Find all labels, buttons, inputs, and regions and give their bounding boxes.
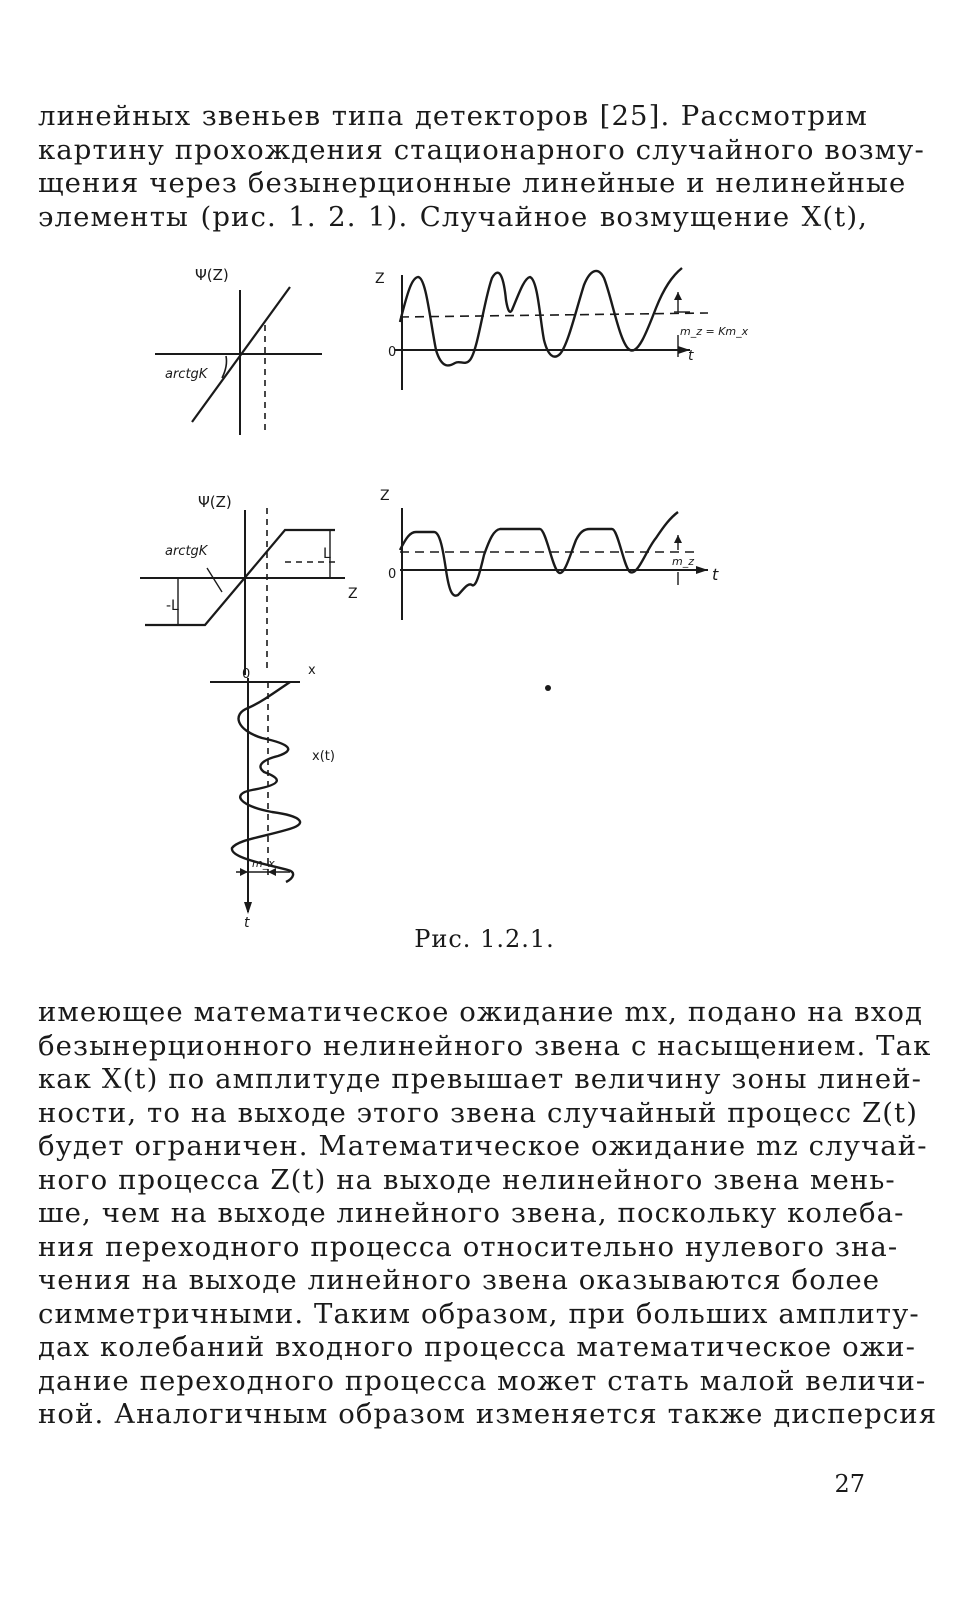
saturation-output-curve — [400, 512, 678, 596]
saturation-output-plot — [400, 508, 708, 620]
text-line: дание переходного процесса может стать малой величи- — [38, 1364, 927, 1397]
text-line: элементы (рис. 1. 2. 1). Случайное возмущение X(t), — [38, 200, 868, 233]
text-line: картину прохождения стационарного случайного возму- — [38, 133, 925, 166]
input-process-plot — [210, 678, 300, 912]
label-mz-eq: m_z = Km_x — [680, 325, 749, 338]
label-z-b: Z — [375, 271, 385, 287]
text-line: имеющее математическое ожидание mx, подано на вход — [38, 996, 924, 1028]
text-line: ной. Аналогичным образом изменяется также дисперсия — [38, 1398, 938, 1430]
linear-output-plot — [395, 268, 708, 390]
label-z-c: Z — [348, 586, 358, 602]
label-x-e: x — [308, 663, 316, 678]
page-number: 27 — [834, 1470, 865, 1498]
paragraph-bottom — [38, 996, 938, 1432]
stray-dot — [545, 685, 551, 691]
label-arctg-a: arctgK — [165, 367, 208, 382]
label-minus-L: -L — [166, 598, 179, 614]
mean-line-b — [400, 313, 708, 317]
label-arctg-c: arctgK — [165, 544, 208, 559]
text-line: будет ограничен. Математическое ожидание mz случай- — [38, 1130, 928, 1162]
text-line: симметричными. Таким образом, при больших амплиту- — [38, 1297, 920, 1330]
text-line: ше, чем на выходе линейного звена, поскольку колеба- — [38, 1197, 905, 1229]
label-mx-e: m_x — [252, 857, 275, 870]
label-z-d: Z — [380, 488, 390, 504]
label-t-d: t — [712, 565, 719, 584]
label-t-b: t — [688, 348, 694, 364]
label-L: L — [323, 546, 331, 562]
label-zero-d: 0 — [388, 567, 397, 582]
text-line: щения через безынерционные линейные и нелинейные — [38, 167, 907, 199]
text-line: как X(t) по амплитуде превышает величину зоны линей- — [38, 1063, 923, 1095]
figure-caption: Рис. 1.2.1. — [414, 925, 555, 953]
input-process-curve — [232, 682, 300, 882]
label-t-e: t — [244, 915, 250, 930]
text-line: линейных звеньев типа детекторов [25]. Рассмотрим — [38, 100, 868, 132]
text-line: чения на выходе линейного звена оказываются более — [38, 1264, 881, 1296]
paragraph-top — [38, 100, 925, 234]
label-psi-z-a: Ψ(Z) — [195, 266, 229, 284]
figure-diagram — [0, 250, 969, 930]
saturation-characteristic-plot — [140, 508, 345, 675]
text-line: безынерционного нелинейного звена с насыщением. Так — [38, 1029, 932, 1062]
text-line: ного процесса Z(t) на выходе нелинейного звена мень- — [38, 1163, 896, 1196]
text-line: ния переходного процесса относительно нулевого зна- — [38, 1230, 899, 1263]
linear-characteristic-plot — [155, 287, 322, 435]
label-x-t: x(t) — [312, 749, 335, 764]
text-line: ности, то на выходе этого звена случайный процесс Z(t) — [38, 1096, 919, 1129]
text-line: дах колебаний входного процесса математическое ожи- — [38, 1331, 916, 1363]
label-mz-d: m_z — [672, 555, 694, 568]
label-zero-b: 0 — [388, 345, 397, 360]
figure-1-2-1 — [0, 250, 969, 930]
label-psi-z-c: Ψ(Z) — [198, 493, 232, 511]
label-zero-e: 0 — [242, 667, 251, 682]
